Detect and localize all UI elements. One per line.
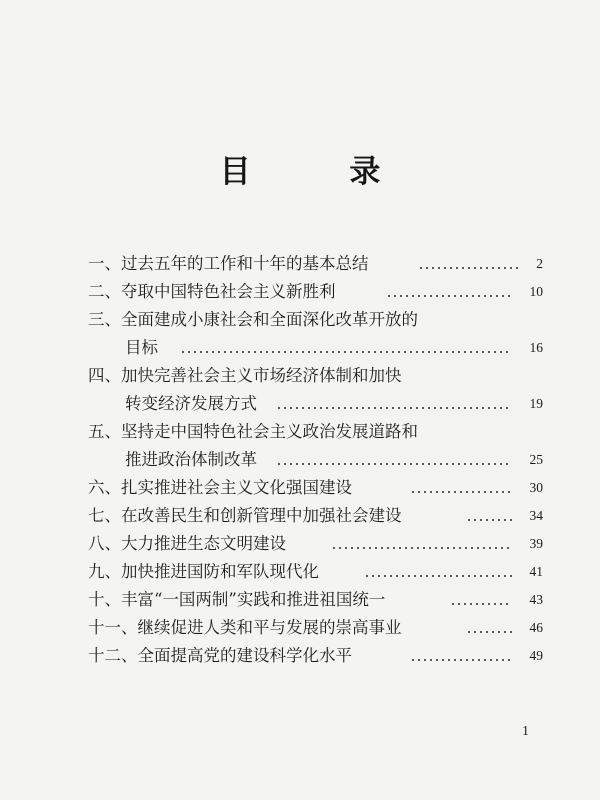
toc-entry-5-continued xyxy=(88,446,543,474)
toc-entry-1 xyxy=(88,250,543,278)
toc-entry-3 xyxy=(88,306,543,334)
toc-entry-6 xyxy=(88,474,543,502)
toc-entry-text: 五、坚持走中国特色社会主义政治发展道路和 xyxy=(88,422,418,441)
toc-entry-page: 16 xyxy=(529,340,543,355)
toc-entry-text: 九、加快推进国防和军队现代化 xyxy=(88,562,319,581)
toc-entry-4-continued xyxy=(88,390,543,418)
toc-entry-page: 46 xyxy=(529,620,543,635)
page-number: 1 xyxy=(522,724,529,739)
toc-entry-page: 34 xyxy=(529,508,543,523)
toc-entry-text: 十一、继续促进人类和平与发展的崇高事业 xyxy=(88,618,402,637)
toc-leader-dots xyxy=(386,295,512,297)
toc-entry-text: 十二、全面提高党的建设科学化水平 xyxy=(88,646,352,665)
toc-entry-page: 49 xyxy=(529,648,543,663)
toc-entry-text: 转变经济发展方式 xyxy=(125,394,257,413)
toc-leader-dots xyxy=(450,603,512,605)
toc-leader-dots xyxy=(466,519,512,521)
toc-entry-10 xyxy=(88,586,543,614)
toc-entry-text: 三、全面建成小康社会和全面深化改革开放的 xyxy=(88,310,418,329)
toc-leader-dots xyxy=(180,351,512,353)
toc-entry-text: 四、加快完善社会主义市场经济体制和加快 xyxy=(88,366,402,385)
toc-entry-page: 10 xyxy=(529,284,543,299)
toc-leader-dots xyxy=(418,267,518,269)
toc-entry-11 xyxy=(88,614,543,642)
toc-entry-page: 39 xyxy=(529,536,543,551)
toc-leader-dots xyxy=(364,575,512,577)
toc-entry-page: 25 xyxy=(529,452,543,467)
toc-entry-page: 30 xyxy=(529,480,543,495)
toc-entry-12 xyxy=(88,642,543,670)
toc-entry-text: 十、丰富“一国两制”实践和推进祖国统一 xyxy=(88,590,386,609)
toc-entry-5 xyxy=(88,418,543,446)
toc-leader-dots xyxy=(410,491,512,493)
toc-leader-dots xyxy=(466,631,512,633)
toc-entry-text: 推进政治体制改革 xyxy=(125,450,257,469)
toc-entry-text: 七、在改善民生和创新管理中加强社会建设 xyxy=(88,506,402,525)
toc-entry-text: 六、扎实推进社会主义文化强国建设 xyxy=(88,478,352,497)
toc-entry-page: 19 xyxy=(529,396,543,411)
toc-leader-dots xyxy=(410,659,512,661)
toc-entry-text: 一、过去五年的工作和十年的基本总结 xyxy=(88,254,369,273)
toc-entry-7 xyxy=(88,502,543,530)
toc-entry-text: 八、大力推进生态文明建设 xyxy=(88,534,286,553)
toc-entry-2 xyxy=(88,278,543,306)
toc-entry-page: 41 xyxy=(529,564,543,579)
toc-leader-dots xyxy=(276,463,512,465)
toc-entry-page: 2 xyxy=(536,256,543,271)
page-title: 目 录 xyxy=(219,154,425,190)
toc-entry-9 xyxy=(88,558,543,586)
toc-entry-page: 43 xyxy=(529,592,543,607)
toc-entry-text: 二、夺取中国特色社会主义新胜利 xyxy=(88,282,336,301)
toc-entry-3-continued xyxy=(88,334,543,362)
toc-entry-text: 目标 xyxy=(125,338,158,357)
toc-entry-8 xyxy=(88,530,543,558)
toc-leader-dots xyxy=(331,547,512,549)
toc-entry-4 xyxy=(88,362,543,390)
table-of-contents xyxy=(88,250,543,670)
toc-leader-dots xyxy=(276,407,512,409)
